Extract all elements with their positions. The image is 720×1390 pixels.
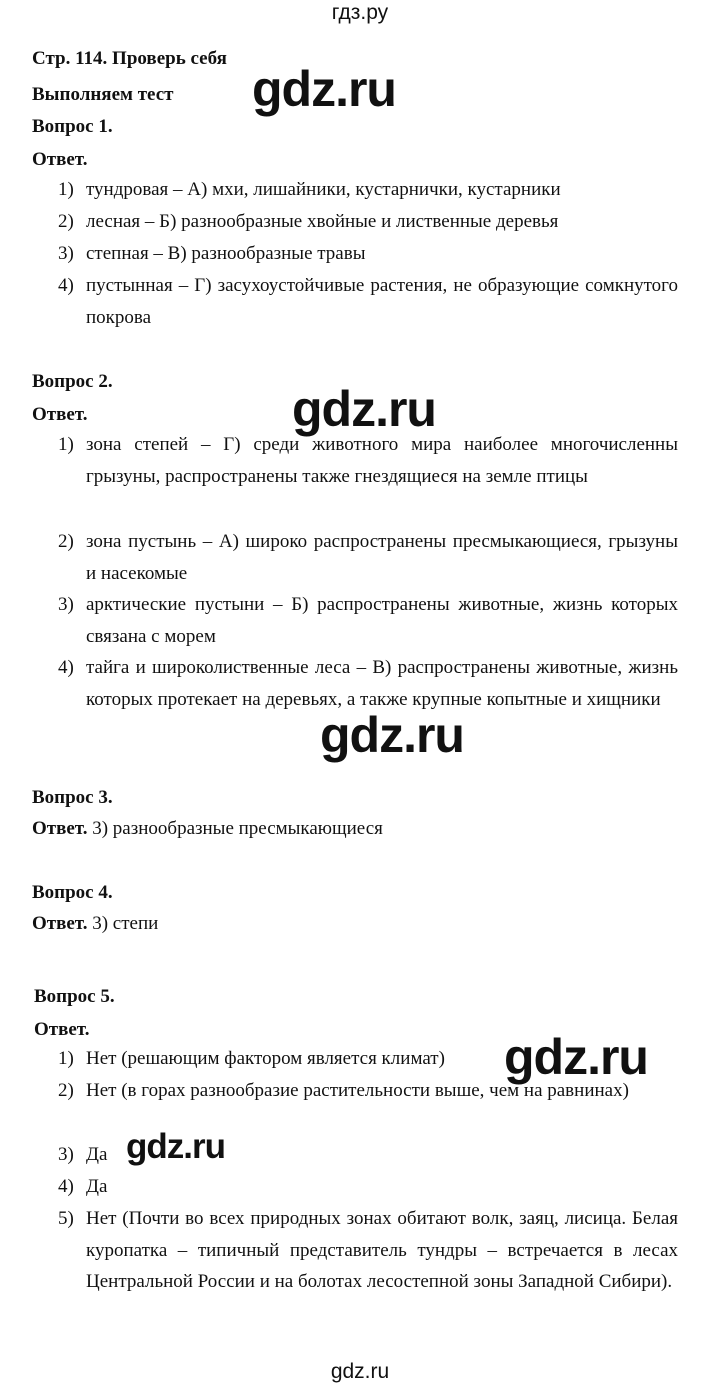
question-label: Вопрос 4. xyxy=(32,882,113,903)
list-item xyxy=(58,206,678,238)
site-header: гдз.ру xyxy=(331,1,389,24)
list-item-text: Нет (в горах разнообразие растительности выше, чем на равнинах) xyxy=(86,1080,629,1101)
watermark-logo: gdz.ru xyxy=(252,61,396,117)
list-item-number: 2) xyxy=(58,211,74,232)
answer-text: 3) степи xyxy=(92,913,159,934)
list-item xyxy=(58,1203,678,1298)
page-subtitle: Выполняем тест xyxy=(32,84,174,105)
list-item-number: 1) xyxy=(58,434,74,455)
page-title: Стр. 114. Проверь себя xyxy=(32,48,227,69)
list-item xyxy=(58,429,678,492)
watermark-logo: gdz.ru xyxy=(320,707,464,763)
list-item xyxy=(58,526,678,589)
site-footer: gdz.ru xyxy=(330,1360,390,1383)
list-item-number: 3) xyxy=(58,1144,74,1165)
list-item-number: 2) xyxy=(58,1080,74,1101)
list-item-text: Нет (Почти во всех природных зонах обитают волк, заяц, лисица. Белая куропатка – типичный представитель тундры – встречается в лесах Центральной России и на болотах лесостепной зоны Западной Сибири). xyxy=(86,1208,678,1292)
question-label: Вопрос 1. xyxy=(32,116,113,137)
answer-label: Ответ. xyxy=(32,404,88,425)
list-item-number: 5) xyxy=(58,1208,74,1229)
list-item-number: 3) xyxy=(58,243,74,264)
list-item-text: тундровая – А) мхи, лишайники, кустарнички, кустарники xyxy=(86,179,561,200)
list-item xyxy=(58,652,678,715)
list-item xyxy=(58,238,678,270)
list-item-text: арктические пустыни – Б) распространены животные, жизнь которых связана с морем xyxy=(86,594,678,647)
list-item-text: Да xyxy=(86,1144,108,1165)
answer-text: 3) разнообразные пресмыкающиеся xyxy=(92,818,383,839)
watermark-logo: gdz.ru xyxy=(126,1127,225,1166)
answer-label: Ответ. xyxy=(34,1019,90,1040)
watermark-logo: gdz.ru xyxy=(504,1029,648,1085)
list-item xyxy=(58,1171,678,1203)
list-item-text: тайга и широколиственные леса – В) распространены животные, жизнь которых протекает на деревьях, а также крупные копытные и хищники xyxy=(86,657,678,710)
list-item-text: пустынная – Г) засухоустойчивые растения, не образующие сомкнутого покрова xyxy=(86,275,678,328)
list-item xyxy=(58,589,678,652)
answer-label: Ответ. xyxy=(32,913,88,934)
list-item-number: 2) xyxy=(58,531,74,552)
list-item-number: 4) xyxy=(58,657,74,678)
answer-line xyxy=(32,817,383,841)
list-item xyxy=(58,174,678,206)
list-item-text: зона степей – Г) среди животного мира наиболее многочисленны грызуны, распространены также гнездящиеся на земле птицы xyxy=(86,434,678,487)
question-label: Вопрос 5. xyxy=(34,986,115,1007)
question-label: Вопрос 2. xyxy=(32,371,113,392)
list-item-text: Нет (решающим фактором является климат) xyxy=(86,1048,445,1069)
list-item-text: лесная – Б) разнообразные хвойные и лиственные деревья xyxy=(86,211,559,232)
list-item-number: 3) xyxy=(58,594,74,615)
list-item xyxy=(58,270,678,333)
list-item-number: 1) xyxy=(58,179,74,200)
list-item-number: 4) xyxy=(58,1176,74,1197)
list-item-text: Да xyxy=(86,1176,108,1197)
question-label: Вопрос 3. xyxy=(32,787,113,808)
answer-label: Ответ. xyxy=(32,818,88,839)
list-item-text: зона пустынь – А) широко распространены пресмыкающиеся, грызуны и насекомые xyxy=(86,531,678,584)
watermark-logo: gdz.ru xyxy=(292,381,436,437)
list-item-number: 1) xyxy=(58,1048,74,1069)
list-item-text: степная – В) разнообразные травы xyxy=(86,243,366,264)
answer-label: Ответ. xyxy=(32,149,88,170)
answer-line xyxy=(32,912,158,936)
list-item-number: 4) xyxy=(58,275,74,296)
